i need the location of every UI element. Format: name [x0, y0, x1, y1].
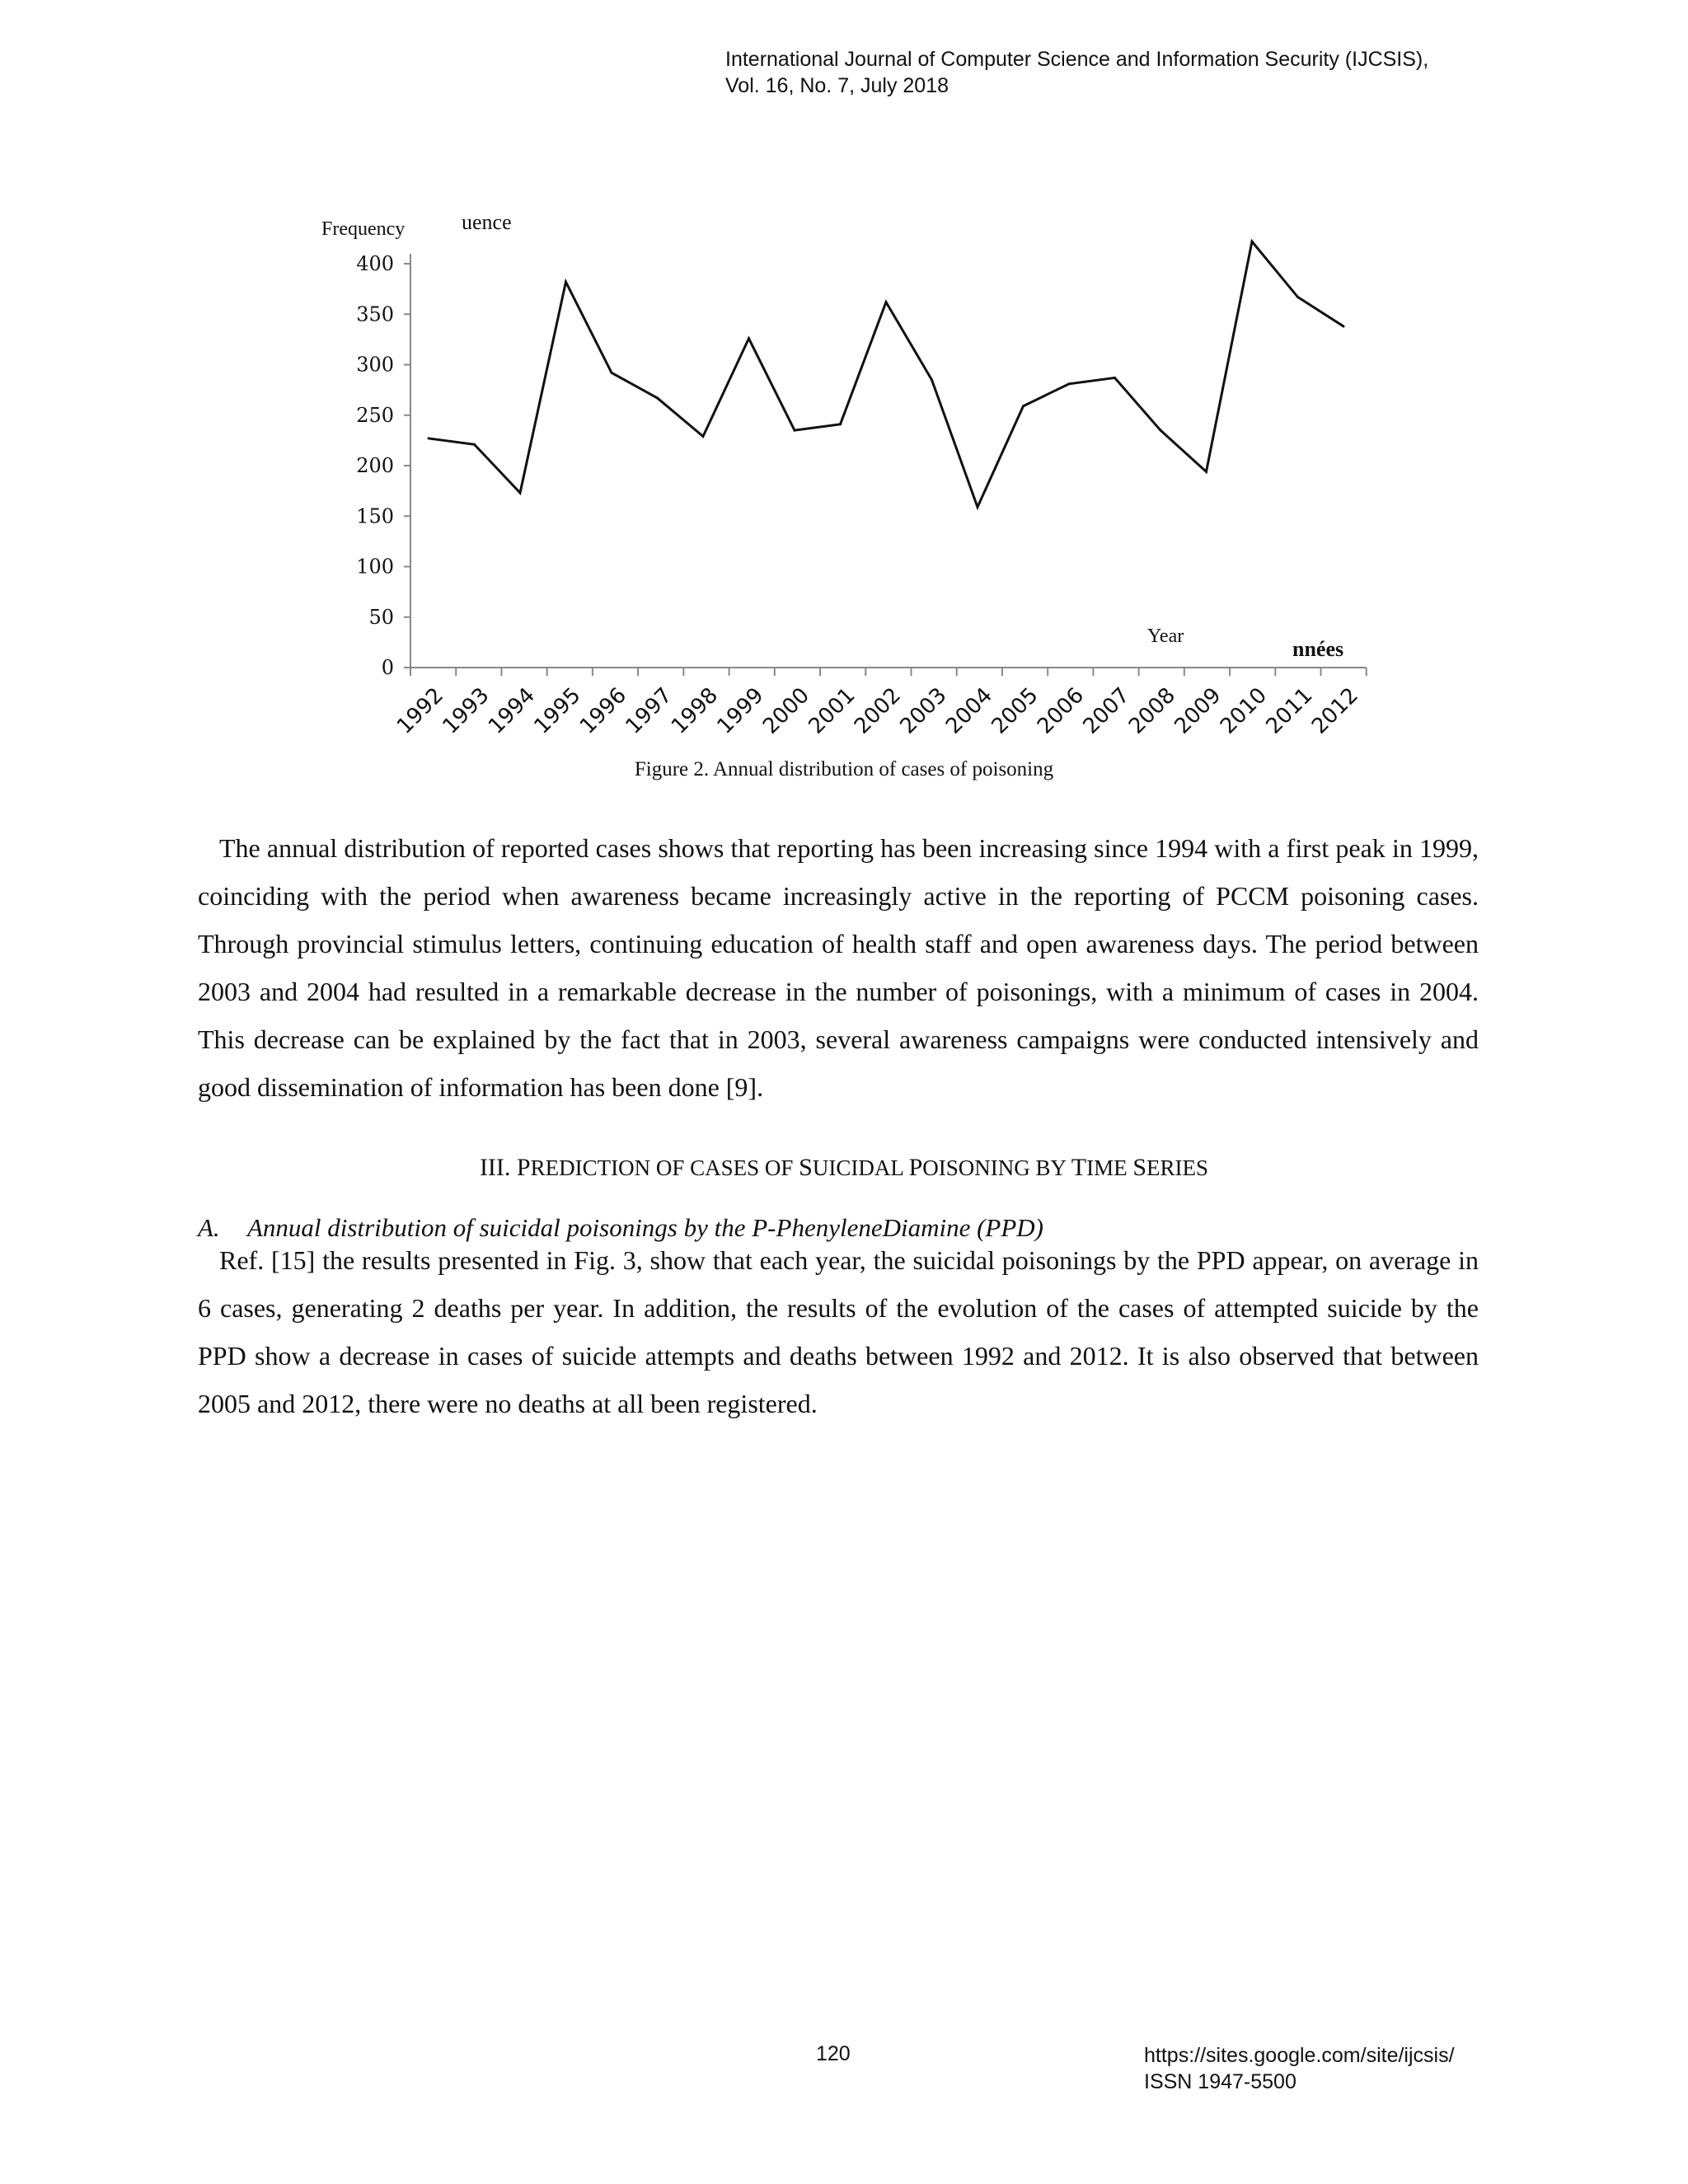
x-tick-label: 1997	[621, 682, 678, 739]
x-tick-label: 2009	[1170, 682, 1226, 739]
x-tick-label: 2006	[1032, 682, 1089, 739]
x-tick-label: 1996	[574, 682, 631, 739]
data-point	[473, 443, 476, 446]
section-heading	[0, 1154, 1688, 1182]
y-axis	[356, 252, 410, 679]
data-point	[565, 281, 567, 284]
x-tick-label: 2002	[849, 682, 906, 739]
data-point	[611, 372, 613, 374]
data-point	[885, 301, 888, 303]
data-point	[1068, 382, 1071, 385]
y-axis-label-remnant: uence	[462, 210, 512, 234]
subsection-number: A.	[198, 1213, 220, 1242]
y-tick-label: 250	[356, 403, 394, 427]
section-title	[517, 1154, 1208, 1181]
figure-caption: Figure 2. Annual distribution of cases of poisoning	[634, 758, 1054, 780]
section-number: III.	[479, 1154, 511, 1181]
section-title-cap: P	[516, 1154, 531, 1181]
x-axis-label: Year	[1147, 626, 1184, 647]
y-tick-label: 100	[356, 555, 394, 579]
data-point	[794, 429, 796, 432]
y-tick-label: 400	[356, 252, 394, 275]
data-point	[931, 378, 933, 381]
subsection-title: Annual distribution of suicidal poisonings by the P-PhenyleneDiamine (PPD)	[247, 1213, 1044, 1242]
data-point	[1205, 471, 1207, 473]
x-tick-label: 1995	[529, 682, 586, 739]
y-tick-label: 50	[368, 605, 394, 629]
series-line	[428, 241, 1345, 509]
y-tick-label: 0	[381, 656, 394, 679]
data-point	[1114, 377, 1116, 379]
footer-url: https://sites.google.com/site/ijcsis/	[1144, 2044, 1455, 2067]
x-tick-label: 2010	[1215, 682, 1272, 739]
y-tick-label: 200	[356, 454, 394, 477]
x-tick-label: 1992	[392, 682, 448, 739]
data-point	[1296, 296, 1299, 298]
x-tick-label: 2001	[804, 682, 860, 739]
data-point	[656, 396, 659, 399]
x-tick-label: 1994	[483, 682, 540, 739]
section-title-cap: S	[799, 1154, 813, 1181]
section-title-rest: UICIDAL	[812, 1155, 909, 1180]
y-tick-label: 350	[356, 302, 394, 326]
data-point	[1160, 429, 1162, 432]
section-title-rest: REDICTION OF CASES OF	[530, 1155, 799, 1180]
section-title-rest: OISONING BY	[922, 1155, 1071, 1180]
data-point	[748, 337, 750, 340]
x-tick-label: 2011	[1261, 682, 1318, 739]
journal-volume: Vol. 16, No. 7, July 2018	[725, 74, 950, 97]
x-tick-label: 1999	[712, 682, 769, 739]
data-point	[839, 423, 842, 425]
data-point	[1343, 325, 1345, 327]
data-point	[702, 435, 705, 438]
x-tick-label: 2003	[895, 682, 952, 739]
section-title-cap: P	[908, 1154, 923, 1181]
section-title-rest: ERIES	[1146, 1155, 1209, 1180]
footer-info	[1144, 2042, 1455, 2095]
data-point	[977, 506, 979, 509]
section-title-cap: S	[1132, 1154, 1147, 1181]
annual-poisoning-line-chart	[305, 198, 1376, 758]
x-tick-label: 2004	[940, 682, 997, 739]
section-title-rest: IME	[1086, 1155, 1133, 1180]
footer-issn: ISSN 1947-5500	[1144, 2070, 1296, 2093]
x-tick-label: 2000	[757, 682, 814, 739]
x-tick-label: 2005	[987, 682, 1043, 739]
x-tick-label: 1993	[438, 682, 495, 739]
section-title-cap: T	[1071, 1154, 1087, 1181]
data-point	[519, 492, 522, 494]
y-tick-label: 150	[356, 504, 394, 528]
journal-header	[725, 46, 1632, 99]
page-number: 120	[816, 2042, 851, 2065]
y-axis-label: Frequency	[321, 218, 406, 240]
data-point	[1022, 405, 1025, 407]
paragraph-ppd-results: Ref. [15] the results presented in Fig. 3, show that each year, the suicidal poisonings by the PPD appear, on average in 6 cases, generating 2 deaths per year. In addition, the results of the evolution of the cases of attempted suicide by the PPD show a decrease in cases of suicide attempts and deaths between 1992 and 2012. It is also observed that between 2005 and 2012, there were no deaths at all been registered.	[198, 1245, 1479, 1418]
x-tick-label: 2007	[1078, 682, 1135, 739]
data-point	[428, 437, 430, 439]
y-tick-label: 300	[356, 353, 394, 377]
x-axis-label-remnant: nnées	[1292, 637, 1344, 661]
paragraph-annual-distribution: The annual distribution of reported cases shows that reporting has been increasing since 1994 with a first peak in 1999, coinciding with the period when awareness became increasingly active in the reporting of PCCM poisoning cases. Through provincial stimulus letters, continuing education of health staff and open awareness days. The period between 2003 and 2004 had resulted in a remarkable decrease in the number of poisonings, with a minimum of cases in 2004. This decrease can be explained by the fact that in 2003, several awareness campaigns were conducted intensively and good dissemination of information has been done [9].	[198, 833, 1479, 1102]
x-tick-label: 1998	[666, 682, 723, 739]
journal-title: International Journal of Computer Science and Information Security (IJCSIS),	[725, 48, 1429, 71]
x-tick-label: 2008	[1123, 682, 1180, 739]
x-axis	[392, 668, 1367, 739]
x-tick-label: 2012	[1306, 682, 1363, 739]
data-point	[1251, 241, 1254, 243]
